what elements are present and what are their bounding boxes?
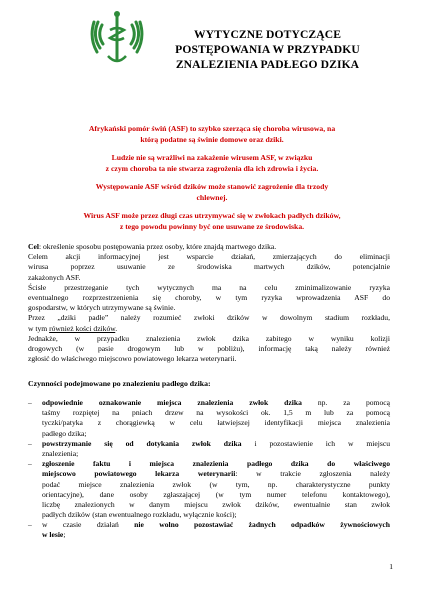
veterinary-caduceus-logo-icon xyxy=(88,8,146,68)
title-line-3: ZNALEZIENIA PADŁEGO DZIKA xyxy=(175,58,360,71)
notice-1-line-2: którą podatne są świnie domowe oraz dziki. xyxy=(140,134,284,144)
para5-line-2: drogowych (w pasie drogowym lub w pobliżu), informację taką należy również xyxy=(28,343,390,353)
para4-underlined: również kości dzików xyxy=(49,323,116,333)
item2-line-2: znalezienia; xyxy=(42,448,79,458)
item4-bold-2: w lesie xyxy=(42,530,64,540)
notice-1 xyxy=(22,124,402,145)
item3-line-5: liczbę znalezionych w danym miejscu zwłok dzików, ewentualnie stan zwłok xyxy=(42,499,390,509)
item1-line-4: padłego dzika; xyxy=(42,428,87,438)
para2-line-2: wirusa poprzez usuwanie ze środowiska martwych dzików, potencjalnie xyxy=(28,262,390,272)
cel-paragraph xyxy=(28,242,390,252)
cel-text: : określenie sposobu postępowania przez osoby, które znajdą martwego dzika. xyxy=(38,242,277,251)
page-number: 1 xyxy=(389,562,393,571)
para3-line-2: eventualnego rozprzestrzenienia się choroby, w tym ryzyka wprowadzenia ASF do xyxy=(28,292,390,302)
notice-1-line-1: Afrykański pomór świń (ASF) to szybko szerząca się choroba wirusowa, na xyxy=(88,124,336,133)
para5-line-3: zgłosić do właściwego miejscowo powiatowego lekarza weterynarii. xyxy=(28,354,237,364)
notice-3-line-2: chlewnej. xyxy=(196,192,228,202)
item1-line-1 xyxy=(42,398,390,408)
body-text xyxy=(28,242,390,364)
list-dash: – xyxy=(28,398,32,407)
title-line-1: WYTYCZNE DOTYCZĄCE xyxy=(193,28,342,41)
title-line-2: POSTĘPOWANIA W PRZYPADKU xyxy=(175,43,360,56)
item4-bold: nie wolno pozostawiać żadnych odpadków żywnościowych xyxy=(134,520,390,530)
para4-pre: w tym xyxy=(28,323,50,333)
item2-bold: powstrzymanie się od dotykania zwłok dzika xyxy=(42,438,242,448)
item1-rest: np. za pomocą xyxy=(301,398,391,407)
item4-post: ; xyxy=(63,530,66,540)
list-dash: – xyxy=(28,438,32,448)
para5-line-1: Jednakże, w przypadku znalezienia zwłok dzika zabitego w wyniku kolizji xyxy=(28,333,390,343)
notice-3 xyxy=(22,182,402,203)
item4-pre: w czasie działań xyxy=(42,520,135,530)
para2-line-3: zakażonych ASF. xyxy=(28,272,81,282)
item3-line-6: padłych dzików (stan ewentualnego rozkładu, wyłącznie kości); xyxy=(42,510,237,520)
notice-3-line-1: Występowanie ASF wśród dzików może stanowić zagrożenie dla trzody xyxy=(95,182,329,191)
para4-line-1: Przez „dziki padłe” należy rozumieć zwłoki dzików w dowolnym stadium rozkładu, xyxy=(28,313,390,323)
cel-label: Cel xyxy=(28,242,39,251)
para3-line-3: gospodarstw, w których utrzymywane są świnie. xyxy=(28,303,176,313)
item3-line-1 xyxy=(42,459,390,469)
para4-post: . xyxy=(115,323,118,333)
list-item xyxy=(28,520,390,540)
notice-2 xyxy=(22,153,402,174)
item3-line-3: podać miejsce znalezienia zwłok (w tym, np. charakterystyczne punkty xyxy=(42,479,390,489)
notice-2-line-2: z czym choroba ta nie stwarza zagrożenia dla ich zdrowia i życia. xyxy=(105,163,319,173)
item1-bold: odpowiednie oznakowanie miejsca znalezienia zwłok dzika xyxy=(42,398,302,407)
list-item xyxy=(28,439,390,459)
notice-2-line-1: Ludzie nie są wrażliwi na zakażenie wirusem ASF, w związku xyxy=(111,153,313,162)
para4-line-2 xyxy=(28,324,390,334)
item2-rest: i pozostawienie ich w miejscu xyxy=(241,438,390,448)
item4-line-2 xyxy=(42,530,390,540)
item3-line-4: orientacyjne), dane osoby zgłaszającej (w tym numer telefonu kontaktowego), xyxy=(42,489,390,499)
item2-line-1 xyxy=(42,439,390,449)
item4-line-1 xyxy=(42,520,390,530)
para3-line-1: Ścisłe przestrzeganie tych wytycznych ma na celu zminimalizowanie ryzyka xyxy=(28,282,390,292)
item1-line-2: taśmy rozpiętej na pniach drzew na wysokości ok. 1,5 m lub za pomocą xyxy=(42,408,390,418)
item3-bold-2: miejscowo powiatowego lekarza weterynarii xyxy=(42,469,236,479)
notice-4-line-1: Wirus ASF może przez długi czas utrzymywać się w zwłokach padłych dzików, xyxy=(83,211,341,220)
section-heading: Czynności podejmowane po znalezieniu padłego dzika: xyxy=(28,379,211,388)
list-item xyxy=(28,459,390,520)
item1-line-3: tyczki/patyka z chorągiewką w celu łatwiejszej identyfikacji miejsca znalezienia xyxy=(42,418,390,428)
item3-line-2 xyxy=(42,469,390,479)
document-title xyxy=(160,27,375,72)
item3-rest: : w trakcie zgłoszenia należy xyxy=(235,469,390,479)
notice-4 xyxy=(22,211,402,232)
list-item xyxy=(28,398,390,439)
list-dash: – xyxy=(28,459,32,469)
actions-list xyxy=(28,398,390,541)
notice-4-line-2: z tego powodu powinny być one usuwane ze środowiska. xyxy=(119,221,305,231)
list-dash: – xyxy=(28,520,32,530)
item3-bold-1: zgłoszenie faktu i miejsca znalezienia padłego dzika do właściwego xyxy=(42,459,390,469)
para2-line-1: Celem akcji informacyjnej jest wsparcie działań, zmierzających do eliminacji xyxy=(28,252,390,262)
